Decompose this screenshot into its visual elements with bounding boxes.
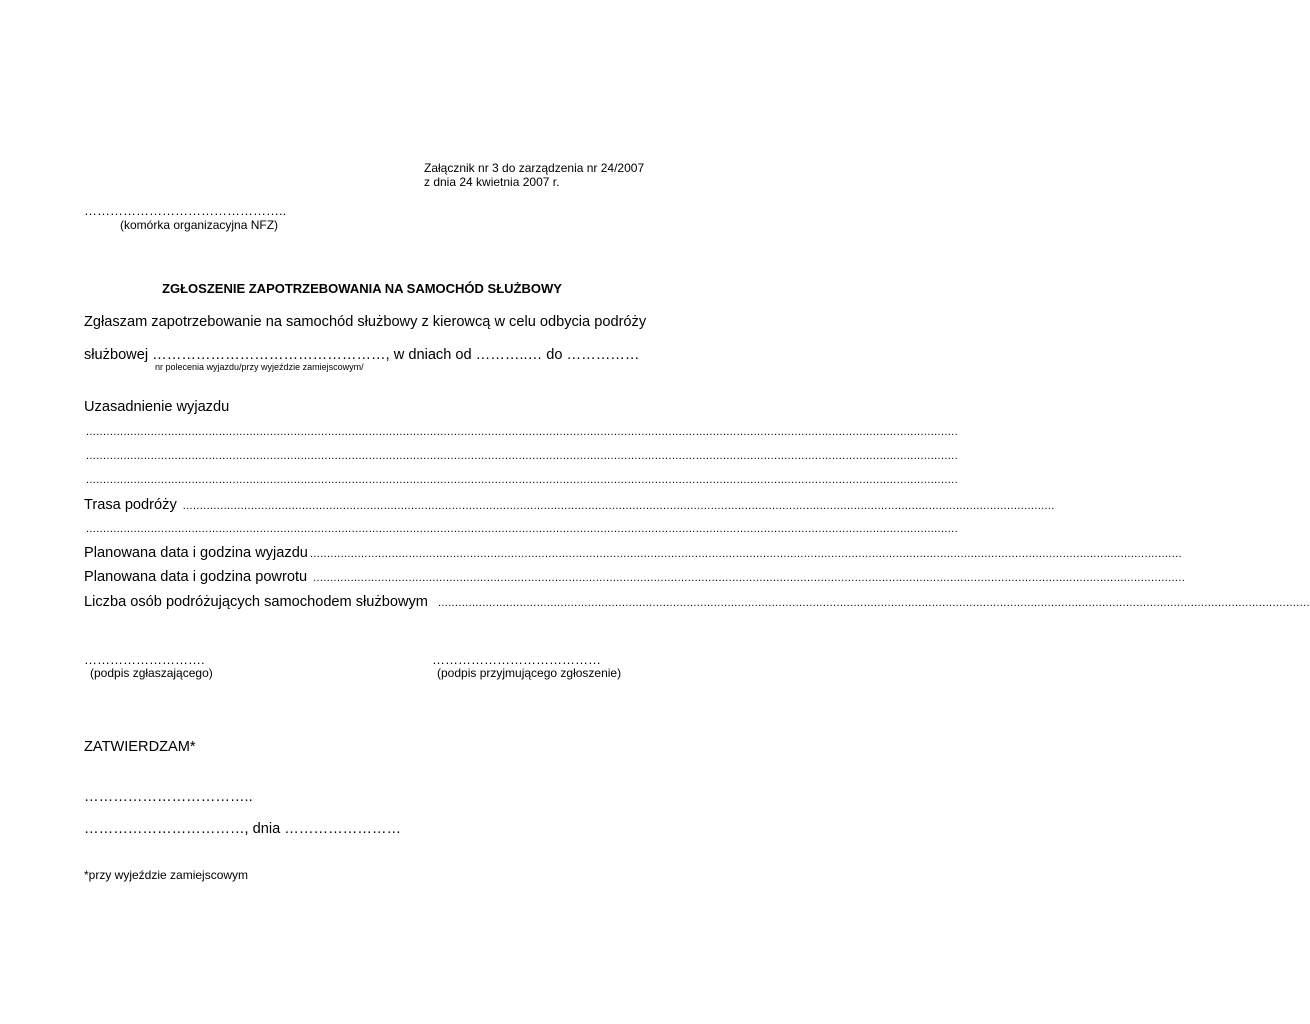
justification-line-3 bbox=[84, 471, 958, 489]
departure-row bbox=[84, 544, 1182, 563]
route-row bbox=[84, 496, 1055, 515]
approval-label: ZATWIERDZAM* bbox=[84, 739, 196, 755]
request-line-1: Zgłaszam zapotrzebowanie na samochód służbowy z kierowcą w celu odbycia podróży bbox=[84, 314, 647, 330]
request-line-2: służbowej …………………………………………, w dniach od ………..… do …………… bbox=[84, 347, 640, 363]
dotted-line: ................................................................................................................................................................................................................................................................ bbox=[437, 597, 1310, 609]
passengers-row bbox=[84, 593, 1310, 612]
passengers-label: Liczba osób podróżujących samochodem służbowym bbox=[84, 594, 428, 610]
annex-line-2: z dnia 24 kwietnia 2007 r. bbox=[424, 175, 560, 189]
request-note: nr polecenia wyjazdu/przy wyjeździe zamiejscowym/ bbox=[155, 362, 364, 372]
departure-label: Planowana data i godzina wyjazdu bbox=[84, 545, 308, 561]
dotted-line: ................................................................................................................................................................................................................................................................ bbox=[309, 548, 1182, 560]
approval-signature-field: …………………………….. bbox=[84, 789, 253, 805]
dotted-line: ................................................................................................................................................................................................................................................................ bbox=[313, 572, 1186, 584]
justification-line-2 bbox=[84, 447, 958, 465]
dotted-line: ................................................................................................................................................................................................................................................................ bbox=[86, 474, 958, 486]
receiver-signature-field: ………………………………… bbox=[432, 652, 601, 667]
applicant-signature-field: ………………………. bbox=[84, 652, 205, 667]
applicant-signature-caption: (podpis zgłaszającego) bbox=[90, 666, 213, 680]
org-unit-caption: (komórka organizacyjna NFZ) bbox=[120, 218, 279, 232]
justification-line-1 bbox=[84, 423, 958, 441]
receiver-signature-caption: (podpis przyjmującego zgłoszenie) bbox=[437, 666, 622, 680]
footnote: *przy wyjeździe zamiejscowym bbox=[84, 868, 249, 882]
return-row bbox=[84, 568, 1186, 587]
dotted-line: ................................................................................................................................................................................................................................................................ bbox=[86, 523, 958, 535]
approval-date-line: ……………………………, dnia …………………… bbox=[84, 821, 402, 837]
route-label: Trasa podróży bbox=[84, 497, 177, 513]
dotted-line: ................................................................................................................................................................................................................................................................ bbox=[86, 450, 958, 462]
dotted-line: ................................................................................................................................................................................................................................................................ bbox=[86, 426, 958, 438]
dotted-line: ................................................................................................................................................................................................................................................................ bbox=[182, 500, 1055, 512]
page-title: ZGŁOSZENIE ZAPOTRZEBOWANIA NA SAMOCHÓD SŁUŻBOWY bbox=[162, 281, 562, 296]
justification-label: Uzasadnienie wyjazdu bbox=[84, 399, 230, 415]
route-line-2 bbox=[84, 520, 958, 538]
return-label: Planowana data i godzina powrotu bbox=[84, 569, 308, 585]
org-unit-field: ……………………………………….. bbox=[84, 203, 287, 218]
annex-line-1: Załącznik nr 3 do zarządzenia nr 24/2007 bbox=[424, 161, 645, 175]
